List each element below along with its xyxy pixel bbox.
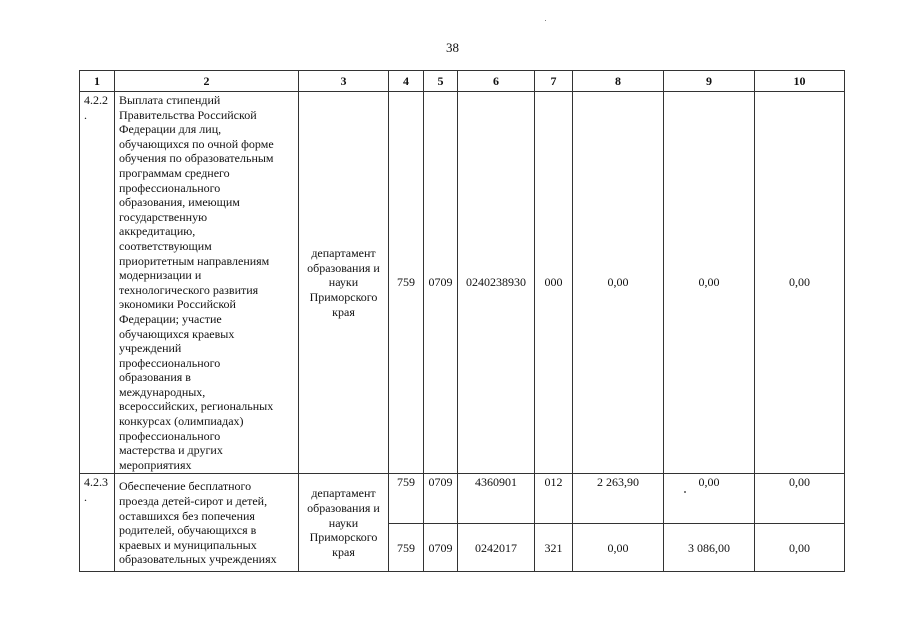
item-number: 4.2.3 . [80, 474, 115, 572]
item-number: 4.2.2 . [80, 92, 115, 474]
code-cell: 0709 [424, 92, 458, 474]
header-cell: 8 [573, 71, 664, 92]
code-cell: 0709 [424, 474, 458, 524]
item-description: Обеспечение бесплатного проезда детей-сирот и детей, оставшихся без попечения родителей, обучающихся в краевых и муниципальных образовательных учреждениях [115, 474, 299, 572]
code-cell: 0240238930 [458, 92, 535, 474]
header-cell: 6 [458, 71, 535, 92]
amount-cell: 0,00 [664, 474, 755, 524]
code-cell: 000 [535, 92, 573, 474]
code-cell: 759 [389, 524, 424, 572]
department-cell: департамент образования и науки Приморского края [299, 474, 389, 572]
header-cell: 9 [664, 71, 755, 92]
amount-cell: 2 263,90 [573, 474, 664, 524]
header-cell: 5 [424, 71, 458, 92]
code-cell: 4360901 [458, 474, 535, 524]
page-number: 38 [446, 40, 459, 55]
budget-table [79, 70, 845, 572]
header-cell: 3 [299, 71, 389, 92]
code-cell: 012 [535, 474, 573, 524]
header-cell: 7 [535, 71, 573, 92]
amount-cell: 0,00 [573, 92, 664, 474]
item-description: Выплата стипендий Правительства Российской Федерации для лиц, обучающихся по очной форме обучения по образовательным программам среднего профессионального образования, имеющим государственную аккредитацию, соответствующим приоритетным направлениям модернизации и технологического развития экономики Российской Федерации; участие обучающихся краевых учреждений профессионального образования в международных, всероссийских, региональных конкурсах (олимпиадах) профессионального мастерства и других мероприятиях [115, 92, 299, 474]
amount-cell: 0,00 [755, 474, 845, 524]
table-row [80, 474, 845, 524]
header-cell: 2 [115, 71, 299, 92]
header-cell: 4 [389, 71, 424, 92]
code-cell: 0242017 [458, 524, 535, 572]
code-cell: 759 [389, 474, 424, 524]
code-cell: 759 [389, 92, 424, 474]
header-cell: 10 [755, 71, 845, 92]
scan-speck [684, 491, 686, 493]
department-cell: департамент образования и науки Приморского края [299, 92, 389, 474]
amount-cell: 0,00 [664, 92, 755, 474]
table-row [80, 92, 845, 474]
code-cell: 0709 [424, 524, 458, 572]
scan-speck [545, 20, 546, 21]
amount-cell: 0,00 [755, 524, 845, 572]
header-row [80, 71, 845, 92]
code-cell: 321 [535, 524, 573, 572]
amount-cell: 0,00 [573, 524, 664, 572]
amount-cell: 0,00 [755, 92, 845, 474]
header-cell: 1 [80, 71, 115, 92]
amount-cell: 3 086,00 [664, 524, 755, 572]
